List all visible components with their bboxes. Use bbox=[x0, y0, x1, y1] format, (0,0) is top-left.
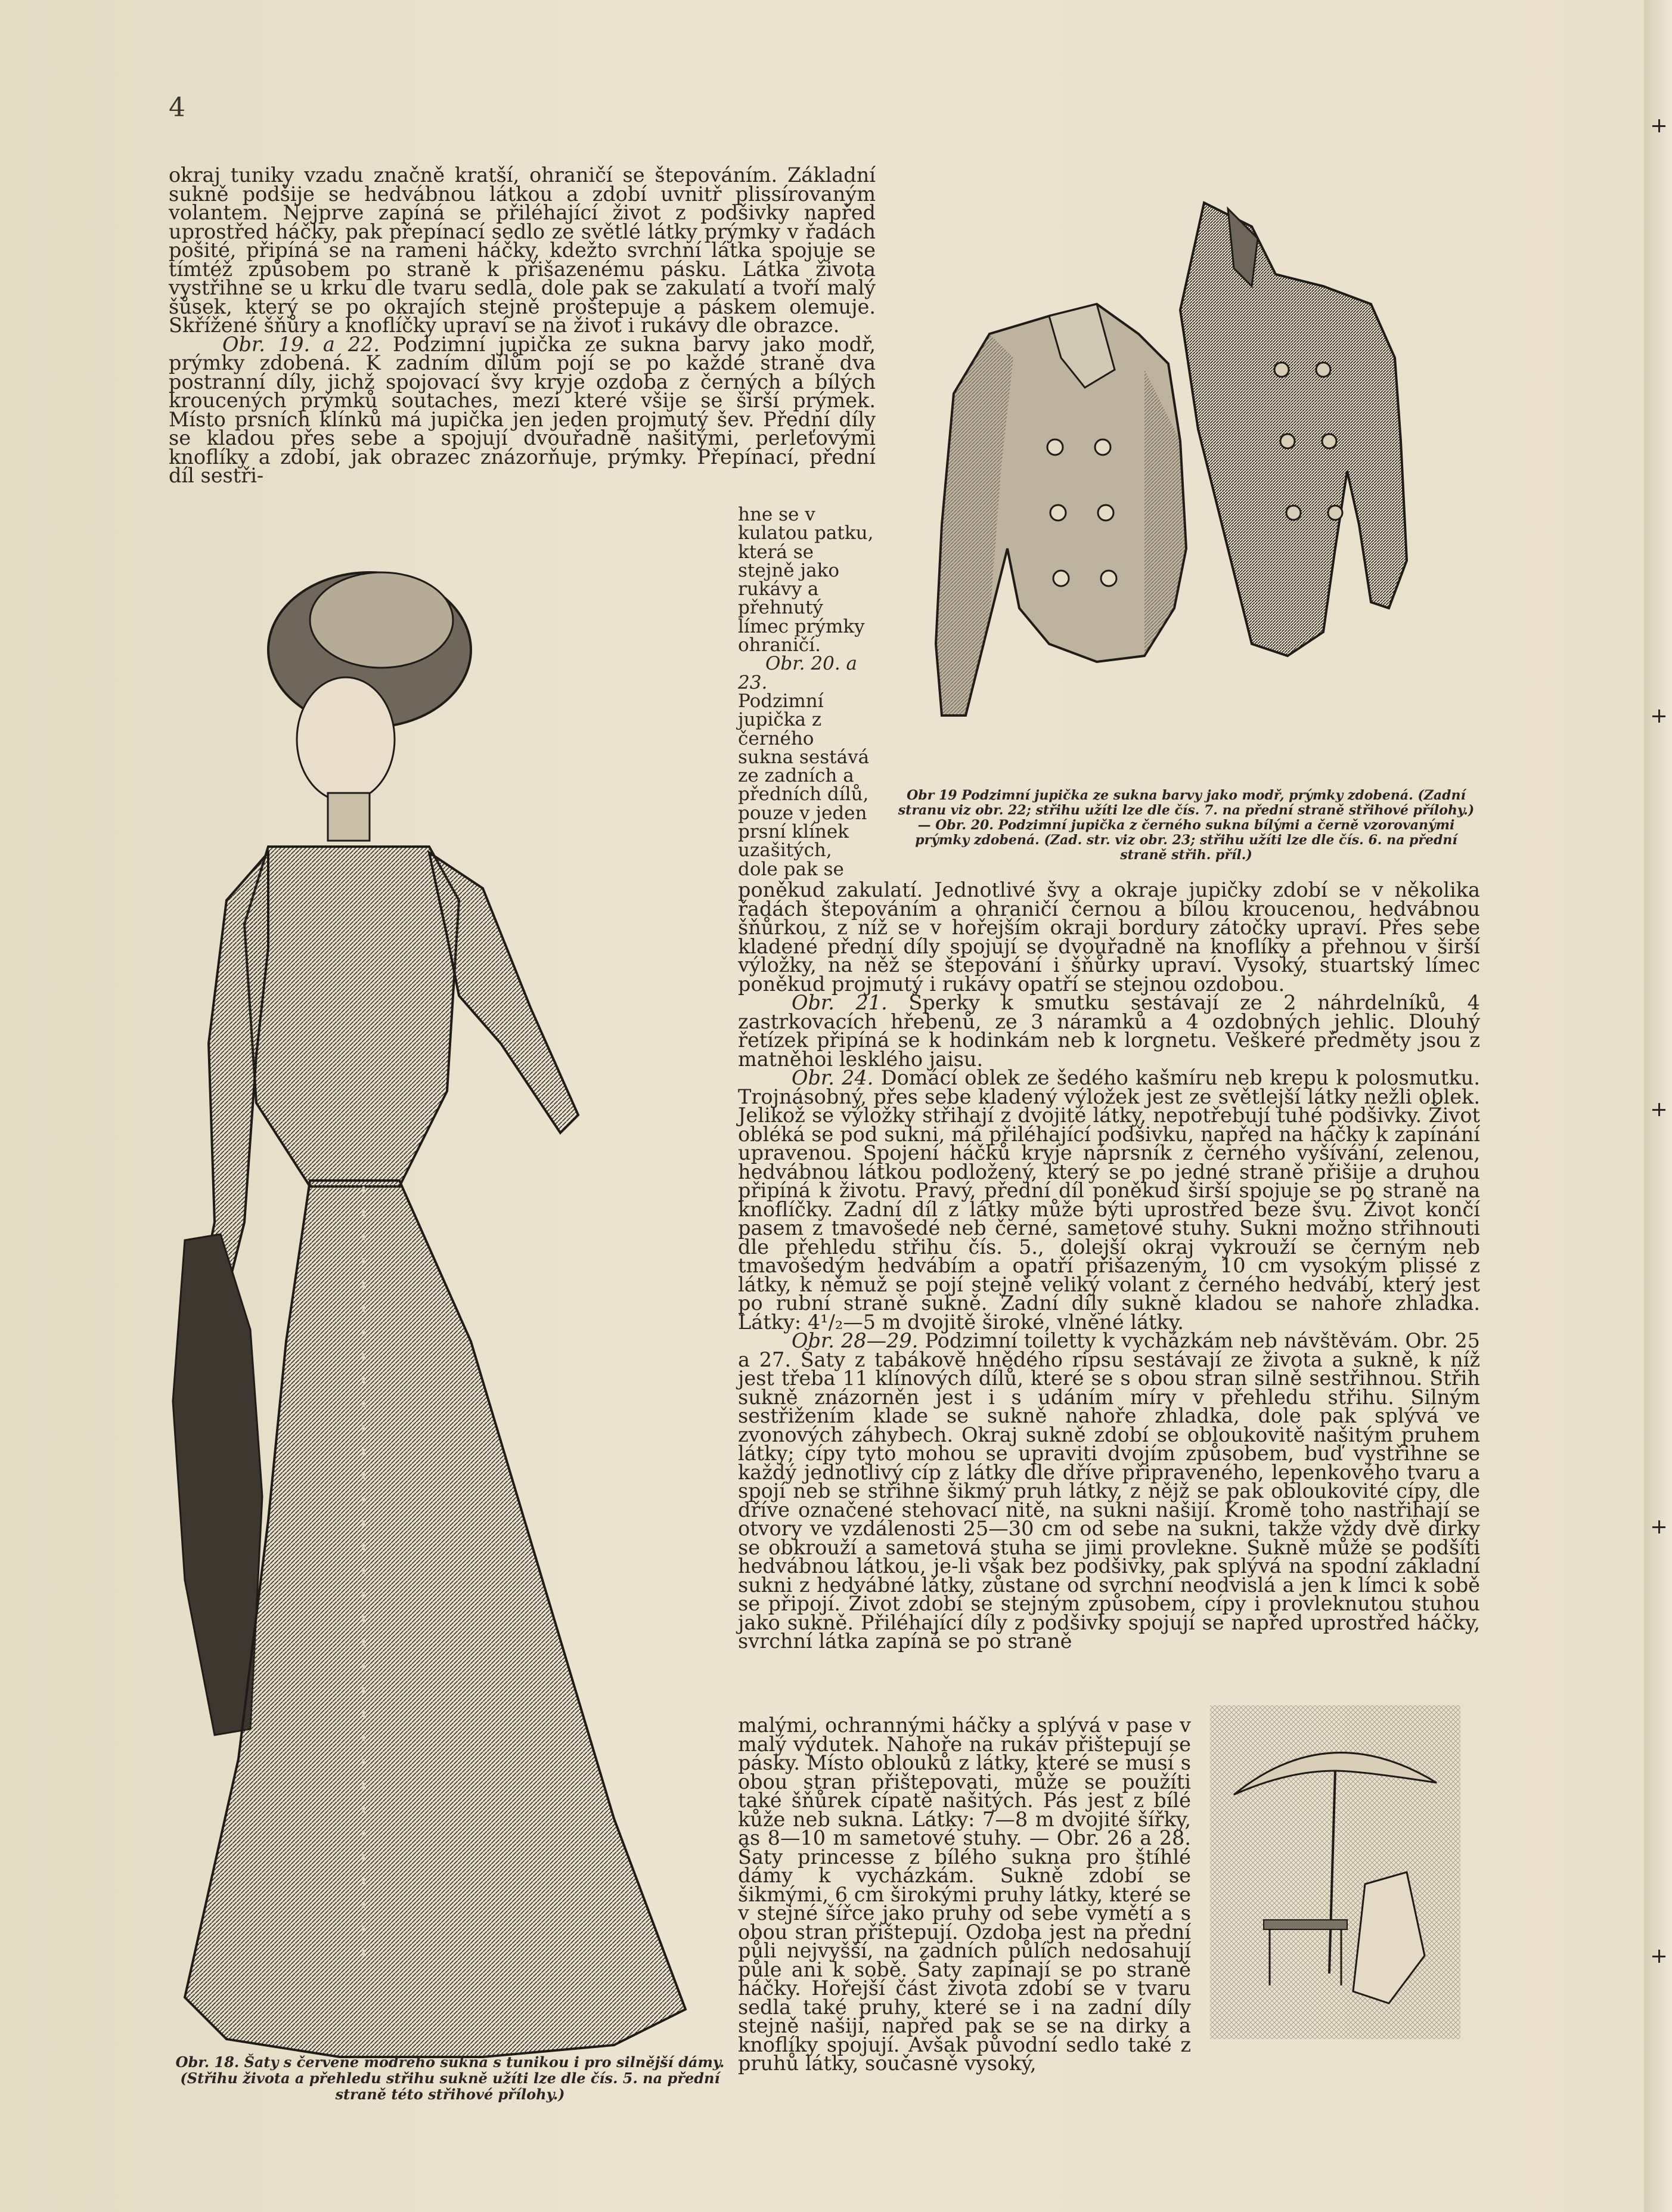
main-text-column bbox=[738, 878, 1480, 1653]
figure-ref: Obr. 20. a 23. bbox=[738, 653, 858, 693]
figure-ref: Obr. 21. bbox=[792, 991, 888, 1014]
paragraph-obr-24 bbox=[738, 1066, 1480, 1334]
margin-mark bbox=[1658, 1520, 1660, 1533]
paragraph-continuation: poněkud zakulatí. Jednotlivé švy a okraje jupičky zdobí se v několika řadách štepováním a ohraničí černou a bílou kroucenou, hedvábnou šňůrkou, z níž se v hořejším okraji bordury zátočky upraví. Přes sebe kladené přední díly spojují se dvouřadně na knoflíky a přehnou v širší výložky, na něž se štepování i šňůrky upraví. Vysoký, stuartský límec poněkud projmutý i rukávy opatří se stejnou ozdobou. bbox=[738, 878, 1480, 996]
margin-mark bbox=[1658, 119, 1660, 132]
narrow-text-column bbox=[738, 506, 874, 879]
figure-ref: Obr. 19. a 22. bbox=[222, 332, 380, 356]
top-text-block bbox=[169, 163, 876, 487]
narrow-text-2: Podzimní jupička z černého sukna sestává ze zadních a předních dílů, pouze v jeden prsní klínek uzašitých, dole pak se bbox=[738, 690, 870, 880]
parasol-illustration bbox=[1210, 1705, 1460, 2039]
paragraph-obr-28 bbox=[738, 1331, 1480, 1651]
paragraph-body: Podzimní toiletty k vycházkám neb návštěvám. Obr. 25 a 27. Šaty z tabákově hnědého ripsu sestávají ze života a sukně, k níž jest třeba 11 klínových dílů, které se s obou stran silně sestřihnou. Střih sukně znázorněn jest i s udáním míry v přehledu střihu. Silným sestřižením klade se sukně nahoře zhladka, dole pak splývá ve zvonových záhybech. Okraj sukně zdobí se obloukovitě našitým pruhem látky; cípy tyto mohou se upraviti dvojím způsobem, buď vystřihne se každý jednotlivý cíp z látky dle dříve připraveného, lepenkového tvaru a spojí neb se střihne šikmý pruh látky, z nějž se pak obloukovité cípy, dle dříve označené stehovací nitě, na sukni našijí. Kromě toho nastřihají se otvory ve vzdálenosti 25—30 cm od sebe na sukni, takže vždy dvě dirky se obkrouží a sametová stuha se jimi provlekne. Sukně může se podšíti hedvábnou látkou, je-li však bez podšivky, pak splývá na spodní základní sukni z hedvábné látky, zůstane od svrchní neodvislá a jen k límci k sobě se připojí. Život zdobí se stejným způsobem, cípy i provleknutou stuhou jako sukně. Přiléhající díly z podšivky spojují se napřed uprostřed háčky, svrchní látka zapíná se po straně bbox=[738, 1329, 1480, 1653]
paragraph-intro: okraj tuniky vzadu značně kratší, ohraničí se štepováním. Základní sukně podšije se hedvábnou látkou a zdobí uvnitř plissírovaným volantem. Nejprve zapíná se přiléhající život z podšivky napřed uprostřed háčky, pak přepínací sedlo ze světlé látky prýmky v řadách pošité, připíná se na rameni háčky, kdežto svrchní látka spojuje se tímtéž způsobem po straně k přišazenému pásku. Látka života vystřihne se u krku dle tvaru sedla, dole pak se zakulatí a tvoří malý šůsek, který se po okrajích stejně proštepuje a páskem olemuje. Skřížené šňůry a knoflíčky upraví se na život i rukávy dle obrazce. bbox=[169, 163, 876, 337]
figure-ref: Obr. 28—29. bbox=[792, 1329, 919, 1352]
margin-mark bbox=[1658, 1950, 1660, 1963]
paragraph-body: Domácí oblek ze šedého kašmíru neb krepu k polosmutku. Trojnásobný, přes sebe kladený výložek jest ze světlejší látky nežli oblek. Jelikož se výložky střihají z dvojité látky, nepotřebují tuhé podšivky. Život obléká se pod sukni, má přiléhající podšivku, napřed na háčky k zapínání upravenou. Spojení háčků kryje náprsník z černého vyšívání, zelenou, hedvábnou látkou podložený, který se po jedné straně přišije a druhou připíná k životu. Pravý, přední díl poněkud širší spojuje se po straně na knoflíčky. Zadní díl z látky může býti uprostřed beze švu. Život končí pasem z tmavošedé neb černé, sametové stuhy. Sukni možno střihnouti dle přehledu střihu čís. 5., dolejší okraj vykrouží se černým neb tmavošedým hedvábím a opatří přišazeným, 10 cm vysokým plissé z látky, k němuž se pojí stejně veliký volant z černého hedvábí, který jest po rubní straně sukně. Zadní díly sukně kladou se nahoře zhladka. Látky: 4¹/₂—5 m dvojitě široké, vlněné látky. bbox=[738, 1066, 1480, 1334]
lady-illustration bbox=[149, 566, 733, 2063]
page-number: 4 bbox=[169, 92, 185, 123]
figure-ref: Obr. 24. bbox=[792, 1066, 874, 1089]
paragraph-obr-21 bbox=[738, 991, 1480, 1071]
paragraph-body: Šperky k smutku sestávají ze 2 náhrdelníků, 4 zastrkovacích hřebenů, ze 3 náramků a 4 ozdobných jehlic. Dlouhý řetízek připíná se k hodinkám neb k lorgnetu. Veškeré předměty jsou z matněhoi lesklého jaisu. bbox=[738, 991, 1480, 1071]
paragraph-obr-19 bbox=[169, 332, 876, 487]
margin-mark bbox=[1658, 710, 1660, 723]
caption-figure-18: Obr. 18. Šaty s červeně modrého sukna s tunikou i pro silnější dámy. (Střihu života a přehledu střihu sukně užíti lze dle čís. 5. na přední straně této střihové přílohy.) bbox=[175, 2053, 725, 2103]
paragraph-obr-20 bbox=[738, 655, 874, 692]
paragraph-body: Podzimní jupička ze sukna barvy jako modř, prýmky zdobená. K zadním dílům pojí se po každé straně dva postranní díly, jichž spojovací švy kryje ozdoba z černých a bílých kroucených prýmků soutaches, mezi které všije se širší prýmek. Místo prsních klínků má jupička jen jeden projmutý šev. Přední díly se kladou přes sebe a spojují dvouřadně našitými, perleťovými knoflíky a zdobí, jak obrazec znázorňuje, prýmky. Přepínací, přední díl sestři- bbox=[169, 332, 876, 487]
caption-figures-19-20: Obr 19 Podzimní jupička ze sukna barvy jako modř, prýmky zdobená. (Zadní stranu viz obr. 22; střihu užíti lze dle čís. 7. na přední straně střihové přílohy.) — Obr. 20. Podzimní jupička z černého sukna bílými a černě vzorovanými prýmky zdobená. (Zad. str. viz obr. 23; střihu užíti lze dle čís. 6. na přední straně střih. příl.) bbox=[898, 788, 1475, 863]
margin-mark bbox=[1658, 1103, 1660, 1116]
bottom-text-column bbox=[738, 1716, 1191, 2073]
narrow-text-1: hne se v kulatou patku, která se stejně jako rukávy a přehnutý límec prýmky ohraničí. bbox=[738, 504, 874, 656]
jackets-illustration bbox=[918, 191, 1443, 721]
paragraph-bottom: malými, ochrannými háčky a splývá v pase v malý výdutek. Nahoře na rukáv přištepují se pásky. Místo oblouků z látky, které se musí s obou stran přištepovati, může se použíti také šňůrek cípatě našitých. Pás jest z bílé kůže neb sukna. Látky: 7—8 m dvojité šířky, as 8—10 m sametové stuhy. — Obr. 26 a 28. Šaty princesse z bílého sukna pro štíhlé dámy k vycházkám. Sukně zdobí se šikmými, 6 cm širokými pruhy látky, které se v stejné šířce jako pruhy od sebe vymětí a s obou stran přištepují. Ozdoba jest na přední půli nejvyšší, na zadních půlích nedosahují půle ani k sobě. Šaty zapínají se po straně háčky. Hořejší část života zdobí se v tvaru sedla také pruhy, které se i na zadní díly stejně našijí, napřed pak se se na dirky a knoflíky spojují. Avšak původní sedlo také z pruhů látky, současně vysoký, bbox=[738, 1714, 1191, 2075]
